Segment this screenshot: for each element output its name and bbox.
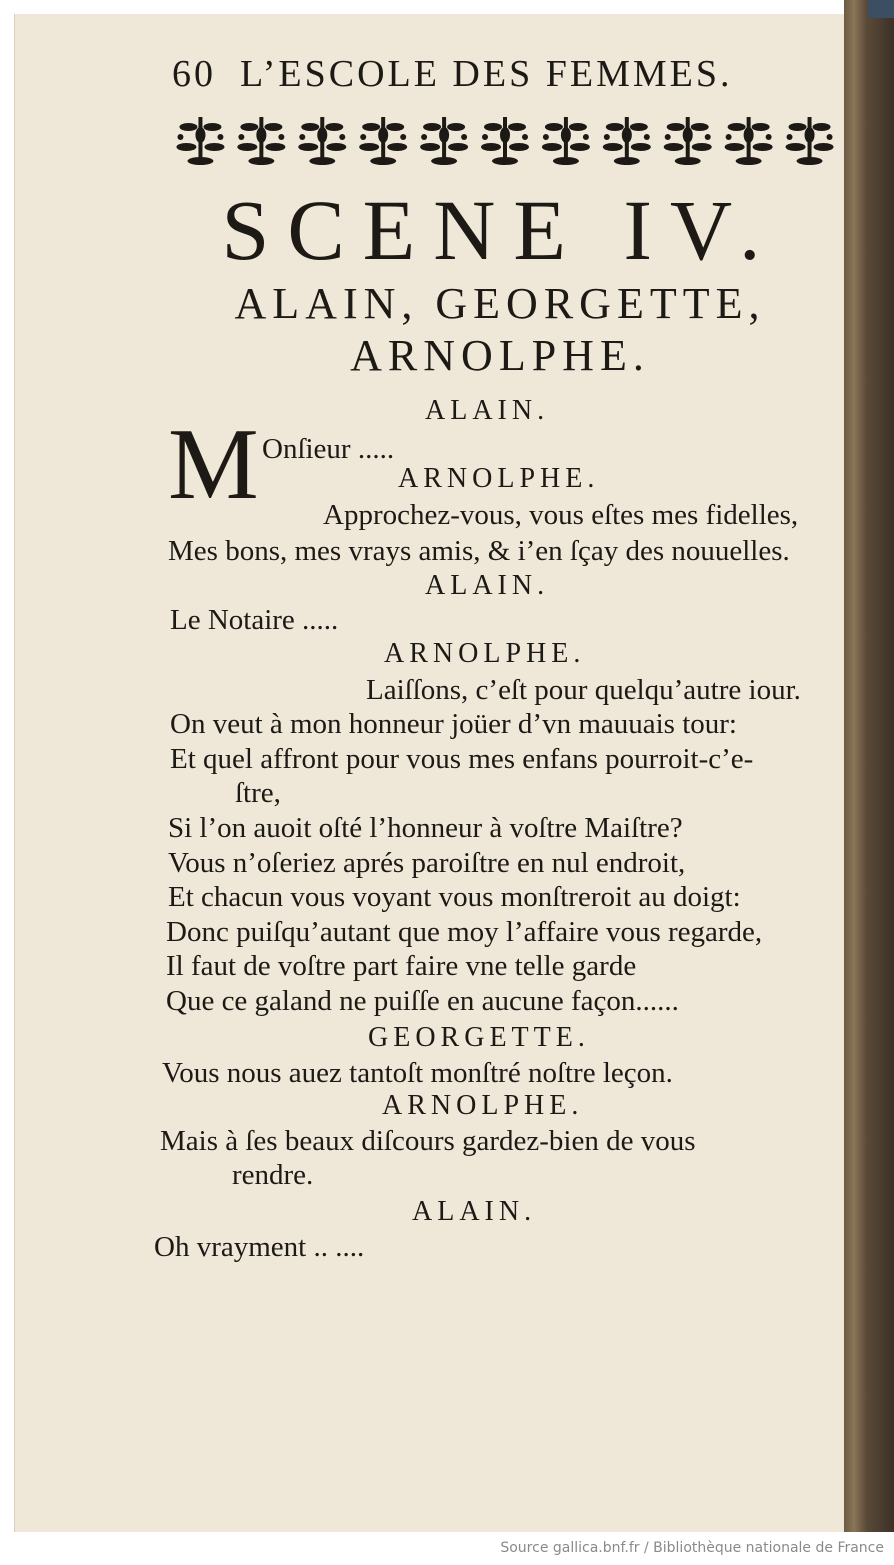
fleuron-icon	[725, 117, 773, 165]
verse-line: Laiſſons, c’eſt pour quelqu’autre iour.	[366, 674, 801, 706]
characters-line-2: ARNOLPHE.	[350, 331, 650, 380]
speaker-name: ALAIN.	[425, 570, 550, 601]
verse-line: rendre.	[232, 1159, 314, 1191]
verse-line: Et chacun vous voyant vous monſtreroit au doigt:	[168, 881, 741, 913]
verse-line: Et quel affront pour vous mes enfans pourroit-c’e-	[170, 743, 754, 775]
verse-line: Onſieur .....	[262, 433, 395, 465]
speaker-name: GEORGETTE.	[368, 1022, 590, 1053]
drop-cap: M	[168, 408, 259, 521]
page-number: 60	[172, 53, 216, 95]
speaker-name: ALAIN.	[425, 395, 550, 426]
fleuron-icon	[786, 117, 834, 165]
scene-characters	[160, 278, 840, 382]
speaker-name: ARNOLPHE.	[398, 463, 600, 494]
verse-line: Mes bons, mes vrays amis, & i’en ſçay des nouuelles.	[168, 535, 790, 567]
verse-line: On veut à mon honneur joüer d’vn mauuais tour:	[170, 708, 737, 740]
verse-line: Vous n’oſeriez aprés paroiſtre en nul endroit,	[168, 847, 686, 879]
source-footer	[0, 1532, 894, 1565]
speaker-name: ALAIN.	[412, 1196, 537, 1227]
fleuron-band-icon	[170, 112, 840, 170]
verse-line: Approchez-vous, vous eſtes mes fidelles,	[323, 499, 799, 531]
verse-line: Le Notaire .....	[170, 604, 339, 636]
running-title: L’ESCOLE DES FEMMES.	[240, 53, 733, 95]
fleuron-icon	[542, 117, 590, 165]
source-attribution: Source gallica.bnf.fr / Bibliothèque nationale de France	[500, 1540, 884, 1556]
scene-title: SCENE IV.	[221, 182, 779, 278]
fleuron-icon	[664, 117, 712, 165]
fleuron-icon	[481, 117, 529, 165]
fleuron-icon	[298, 117, 346, 165]
fleuron-icon	[603, 117, 651, 165]
fleuron-icon	[176, 117, 224, 165]
fleuron-icon	[420, 117, 468, 165]
verse-line: Donc puiſqu’autant que moy l’affaire vous regarde,	[166, 916, 763, 948]
binding-corner	[868, 0, 894, 18]
verse-line: Si l’on auoit oſté l’honneur à voſtre Maiſtre?	[168, 812, 683, 844]
verse-line: Oh vrayment .. ....	[154, 1231, 365, 1263]
speaker-name: ARNOLPHE.	[382, 1090, 584, 1121]
verse-line: Il faut de voſtre part faire vne telle garde	[166, 950, 637, 982]
speaker-name: ARNOLPHE.	[384, 638, 586, 669]
verse-line: ſtre,	[235, 777, 281, 809]
fleuron-icon	[359, 117, 407, 165]
fleuron-icon	[237, 117, 285, 165]
verse-line: Vous nous auez tantoſt monſtré noſtre leçon.	[162, 1057, 673, 1089]
verse-line: Que ce galand ne puiſſe en aucune façon......	[166, 985, 679, 1017]
verse-line: Mais à ſes beaux diſcours gardez-bien de vous	[160, 1125, 696, 1157]
page-header	[160, 52, 810, 96]
book-fore-edge	[844, 0, 894, 1532]
characters-line-1: ALAIN, GEORGETTE,	[234, 279, 766, 328]
